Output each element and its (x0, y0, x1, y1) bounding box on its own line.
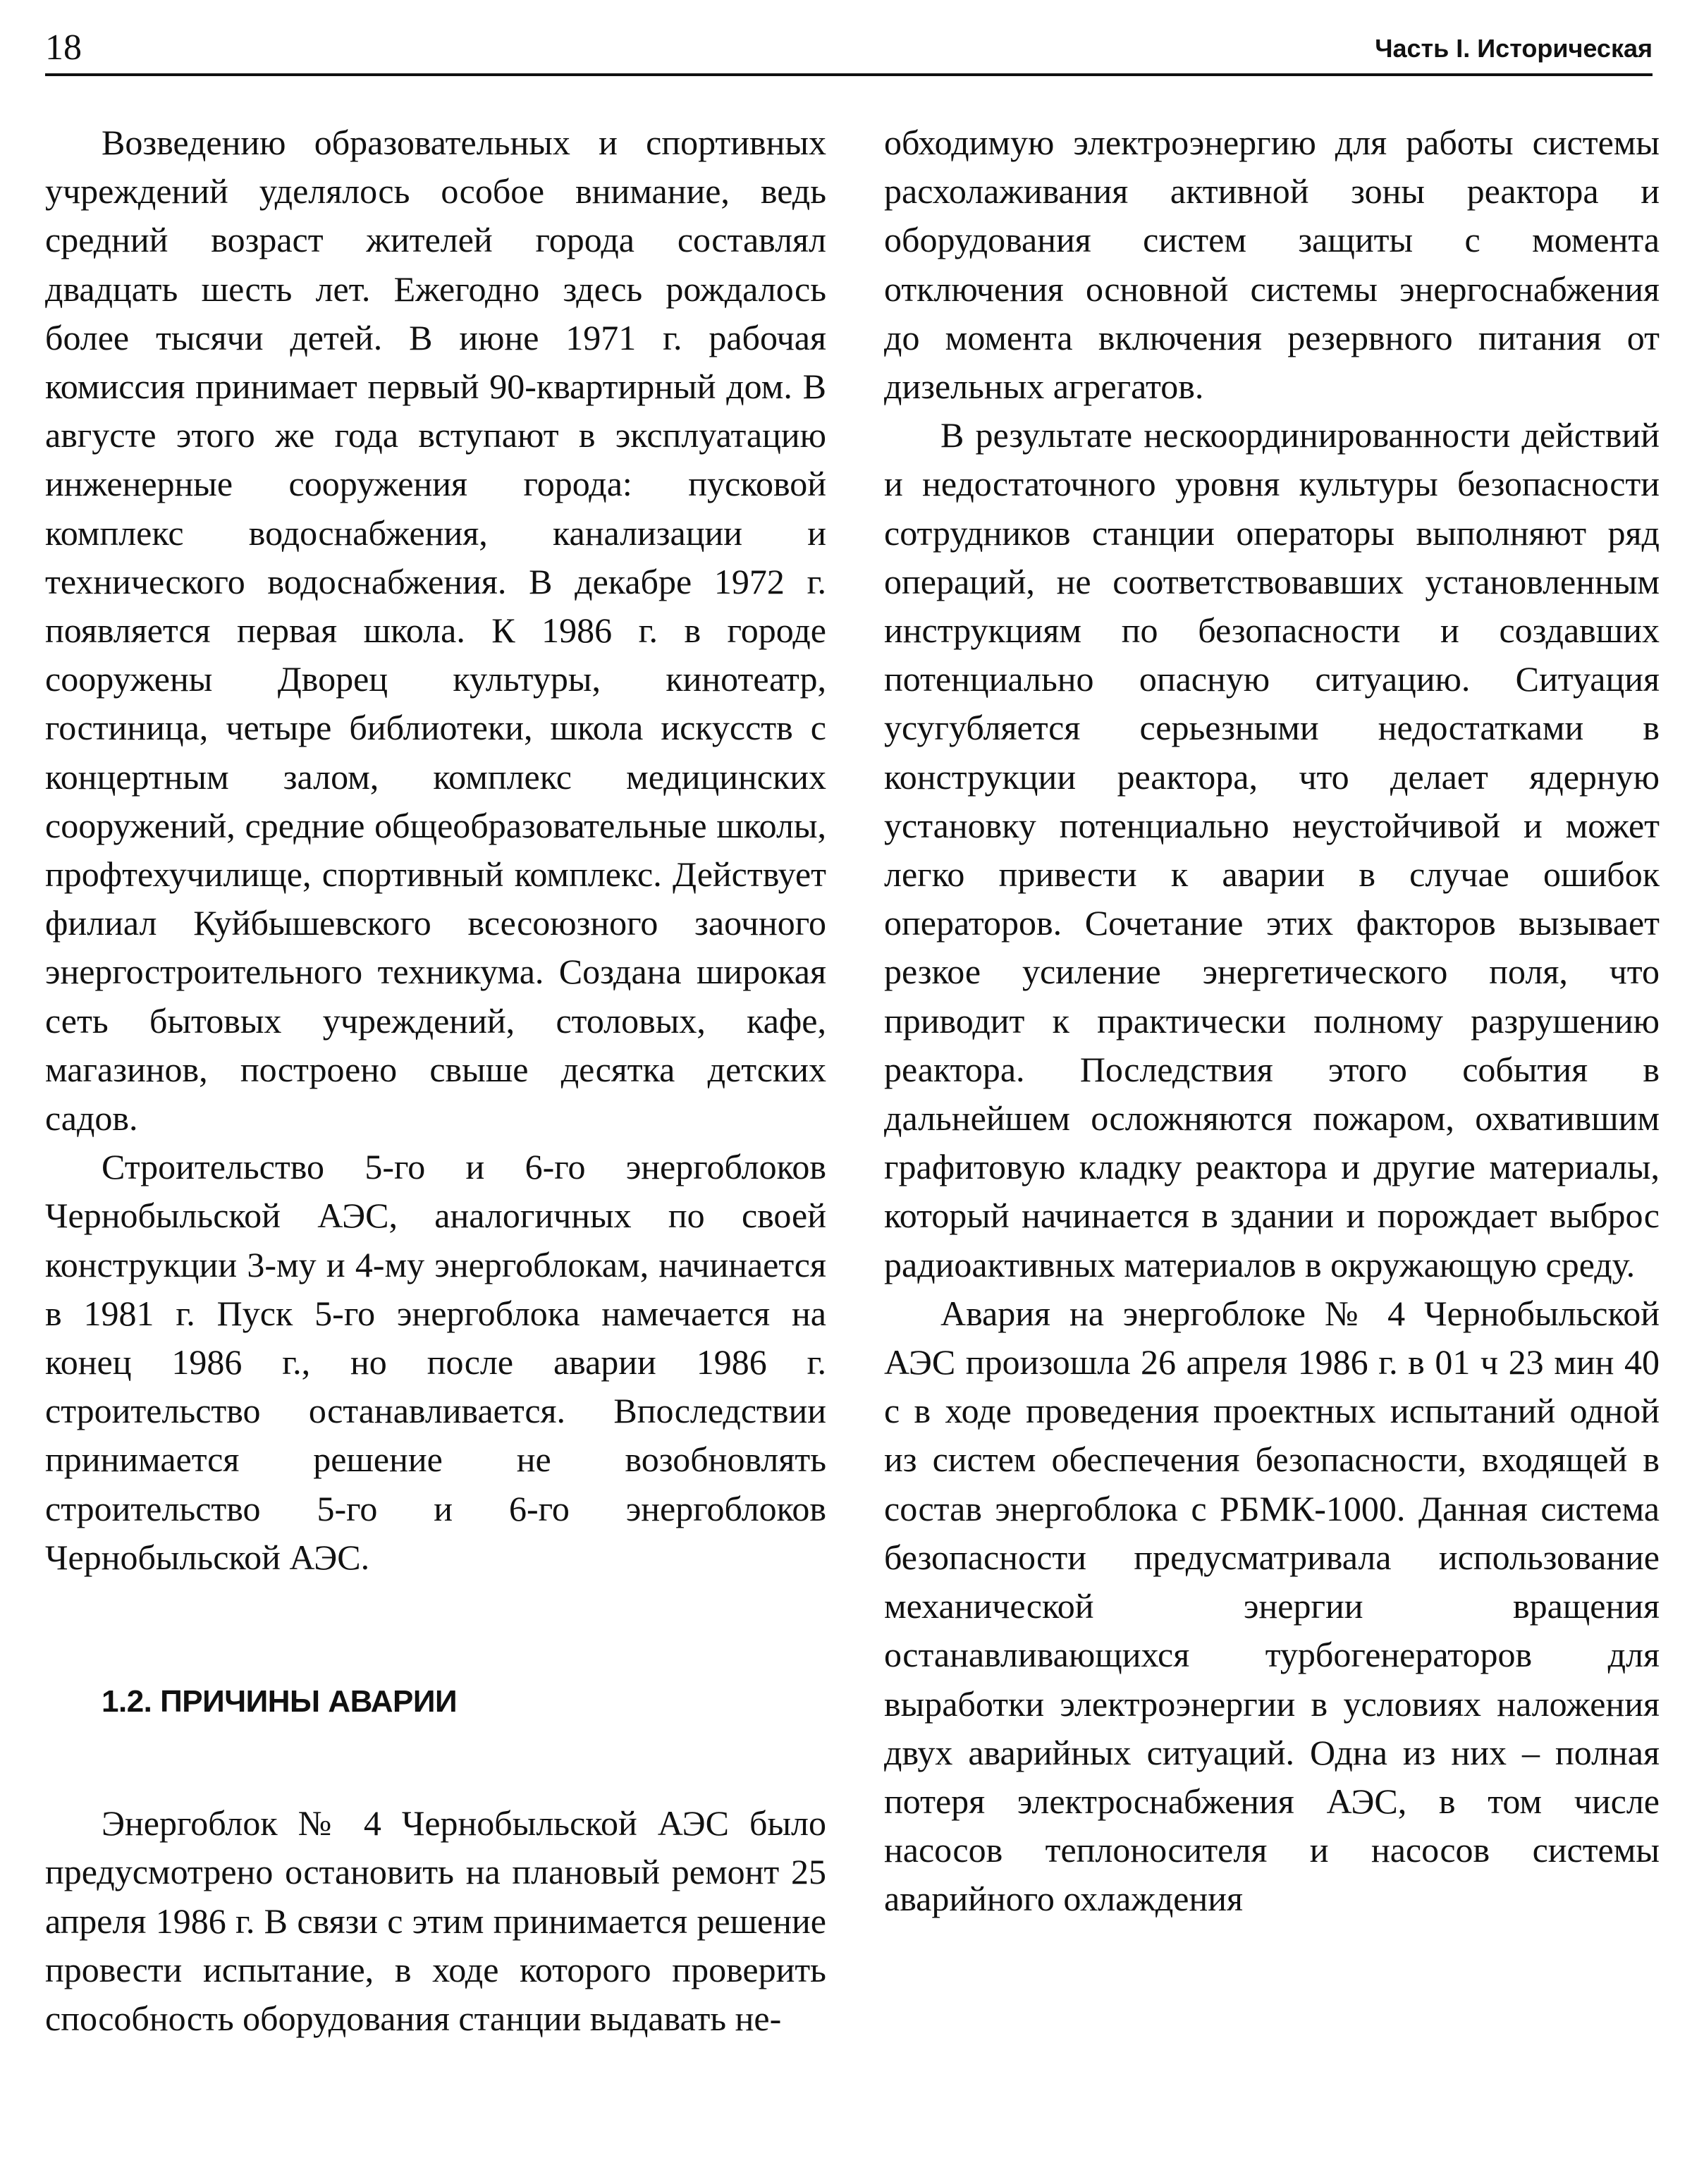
paragraph: Авария на энергоблоке № 4 Чернобыльской АЭС произошла 26 апреля 1986 г. в 01 ч 23 мин 40 с в ходе проведения проектных испытаний одной из систем обеспечения безопасности, входящей в состав энергоблока с РБМК-1000. Данная система безопасности предусматривала использование механической энергии вращения останавливающихся турбогенераторов для выработки электроэнергии в условиях наложения двух аварийных ситуаций. Одна из них – полная потеря электроснабжения АЭС, в том числе насосов теплоносителя и насосов системы аварийного охлаждения (884, 1293, 1660, 1919)
paragraph: В результате нескоординированности действий и недостаточного уровня культуры безопасности сотрудников станции операторы выполняют ряд операций, не соответствовавших установленным инструкциям по безопасности и создавших потенциально опасную ситуацию. Ситуация усугубляется серьезными недостатками в конструкции реактора, что делает ядерную установку потенциально неустойчивой и может легко привести к аварии в случае ошибок операторов. Сочетание этих факторов вызывает резкое усиление энергетического поля, что приводит к практически полному разрушению реактора. Последствия этого события в дальнейшем осложняются пожаром, охватившим графитовую кладку реактора и другие материалы, который начинается в здании и порождает выброс радиоактивных материалов в окружающую среду. (884, 415, 1660, 1284)
left-column (45, 118, 826, 2043)
paragraph-continuation: обходимую электроэнергию для работы системы расхолаживания активной зоны реактора и оборудования систем защиты с момента отключения основной системы энергоснабжения до момента включения резервного питания от дизельных агрегатов. (884, 123, 1660, 407)
paragraph: Строительство 5-го и 6-го энергоблоков Чернобыльской АЭС, аналогичных по своей конструкции 3-му и 4-му энергоблокам, начинается в 1981 г. Пуск 5-го энергоблока намечается на конец 1986 г., но после аварии 1986 г. строительство останавливается. Впоследствии принимается решение не возобновлять строительство 5-го и 6-го энергоблоков Чернобыльской АЭС. (45, 1147, 826, 1577)
page-header (45, 24, 1653, 76)
paragraph: Возведению образовательных и спортивных учреждений уделялось особое внимание, ведь средний возраст жителей города составлял двадцать шесть лет. Ежегодно здесь рождалось более тысячи детей. В июне 1971 г. рабочая комиссия принимает первый 90-квартирный дом. В августе этого же года вступают в эксплуатацию инженерные сооружения города: пусковой комплекс водоснабжения, канализации и технического водоснабжения. В декабре 1972 г. появляется первая школа. К 1986 г. в городе сооружены Дворец культуры, кинотеатр, гостиница, четыре библиотеки, школа искусств с концертным залом, комплекс медицинских сооружений, средние общеобразовательные школы, профтехучилище, спортивный комплекс. Действует филиал Куйбышевского всесоюзного заочного энергостроительного техникума. Создана широкая сеть бытовых учреждений, столовых, кафе, магазинов, построено свыше десятка детских садов. (45, 123, 826, 1139)
right-column (884, 118, 1660, 1924)
running-head: Часть I. Историческая (1375, 34, 1653, 63)
paragraph: Энергоблок № 4 Чернобыльской АЭС было предусмотрено остановить на плановый ремонт 25 апреля 1986 г. В связи с этим принимается решение провести испытание, в ходе которого проверить способность оборудования станции выдавать не- (45, 1803, 826, 2038)
page-number: 18 (45, 27, 82, 68)
section-heading: 1.2. ПРИЧИНЫ АВАРИИ (102, 1684, 458, 1719)
